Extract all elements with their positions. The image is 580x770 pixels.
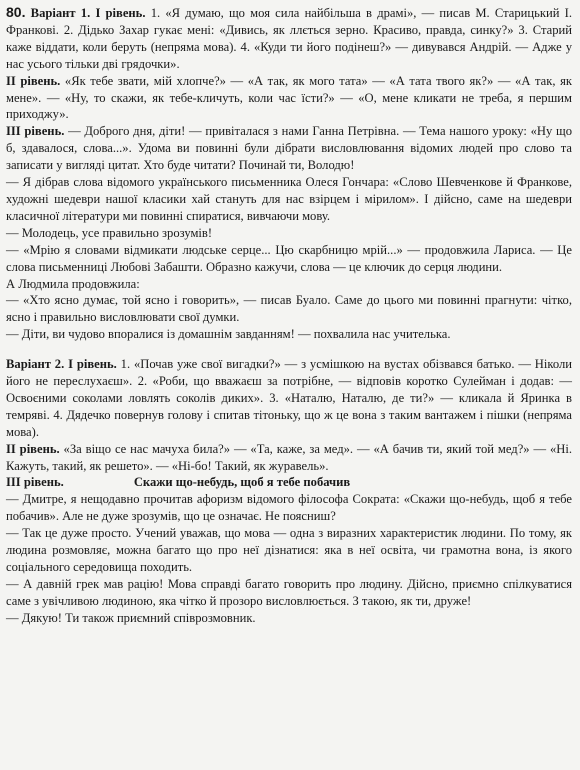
variant1-level2 [6,73,572,124]
variant2-level3-title: Скажи що-небудь, щоб я тебе побачив [133,475,351,490]
variant1-level2-label: ІІ рівень. [6,73,61,88]
variant2-level3-label: ІІІ рівень. [6,475,64,490]
variant1-level3-p2: — Молодець, усе правильно зрозумів! [6,225,213,240]
variant2-level2 [6,441,572,475]
variant-2 [6,356,572,627]
variant1-level3-text-0: — Доброго дня, діти! — привіталася з нами Ганна Петрівна. — Тема нашого уроку: «Ну що б, здавалося, слова...». Удома ви повинні були дібрати висловлювання відомих людей про слово та записати у вигляді цитат. Хто буде читати? Починай ти, Володю! [6,124,573,173]
variant2-level2-label: ІІ рівень. [6,441,60,456]
variant1-level3-p1: — Я дібрав слова відомого українського письменника Олеся Гончара: «Слово Шевченкове й Франкове, художні шедеври нашої класики хай стануть для нас взірцем і мірилом». І дійсно, саме на шедеври класичної літератури ми повинні спиратися, вивчаючи мову. [6,175,572,223]
variant-gap [6,343,572,356]
variant2-level1-label: Варіант 2. І рівень. [6,357,117,372]
variant2-level3-p1: — Так це дуже просто. Учений уважав, що мова — одна з виразних характеристик людини. По тому, як людина розмовляє, можна багато що про неї дізнатися: яка в неї освіта, чи грамотна вона, із якого соціального середовища походить. [6,526,572,574]
variant1-level3-p0 [6,123,572,174]
variant1-level2-text: «Як тебе звати, мій хлопче?» — «А так, як мого тата» — «А тата твого як?» — «А так, як мене». — «Ну, то скажи, як тебе-кличуть, коли час їсти?» — «О, мене кликати не треба, я першим приходжу». [6,73,572,122]
variant1-level1-text: 1. «Я думаю, що моя сила найбільша в драмі», — писав М. Старицький І. Франкові. 2. Дідько Захар гукає мені: «Дивись, як ллється зерно. Красиво, правда, синку?» 3. Старий каже віддати, коли беруть (непряма мова). 4. «Куди ти його подінеш?» — дивувався Андрій. — Адже у нас усього тільки дві грядочки». [6,6,572,71]
variant1-level3-p5: — «Хто ясно думає, той ясно і говорить», — писав Буало. Саме до цього ми повинні прагнути: чітко, ясно і правильно висловлювати свої думки. [6,293,572,325]
variant-1 [6,4,572,343]
variant2-level3-heading [6,474,572,491]
variant2-level1-text: 1. «Почав уже свої вигадки?» — з усмішкою на вустах обізвався батько. — Ніколи його не переслухаєш». 2. «Роби, що вважаєш за потрібне, — відповів коротко Сулейман і додав: — Освоєними соколами ловлять соколів диких». 3. «Наталю, Наталю, де ти?» — кликала й Яринка в темряві. 4. Дядечко повернув голову і спитав тітоньку, що ж це вона з таким вантажем і пішки (непряма мова). [6,357,572,439]
variant1-level3-p3: — «Мрію я словами відмикати людське серце... Цю скарбницю мрій...» — продовжила Лариса. — Це слова письменниці Любові Забашти. Образно кажучи, слова — це ключик до серця людини. [6,242,572,274]
exercise-number: 80. [6,4,26,20]
exercise-page [6,4,572,627]
variant2-level2-text: «За віщо се нас мачуха била?» — «Та, каже, за мед». — «А бачив ти, який той мед?» — «Ні. Кажуть, такий, як решето». — «Ні-бо! Такий, як журавель». [6,441,572,473]
variant2-level3-p2: — А давній грек мав рацію! Мова справді багато говорить про людину. Дійсно, приємно спілкуватися саме з увічливою людиною, яка чітко й прозоро висловлюється. З такою, як ти, друже! [6,576,572,608]
variant2-level1 [6,356,572,441]
variant1-level3-label: ІІІ рівень. [6,124,65,139]
variant1-level1-label: Варіант 1. І рівень. [30,6,146,20]
variant1-level3-p4: А Людмила продовжила: [6,276,140,291]
variant2-level3-p3: — Дякую! Ти також приємний співрозмовник. [6,610,256,625]
variant1-level3-p6: — Діти, ви чудово впоралися із домашнім завданням! — похвалила нас учителька. [6,327,451,342]
variant2-level3-p0: — Дмитре, я нещодавно прочитав афоризм відомого філософа Сократа: «Скажи що-небудь, щоб я тебе побачив». Але не дуже зрозумів, що це означає. Не поясниш? [6,492,572,524]
variant1-level1 [6,4,572,73]
